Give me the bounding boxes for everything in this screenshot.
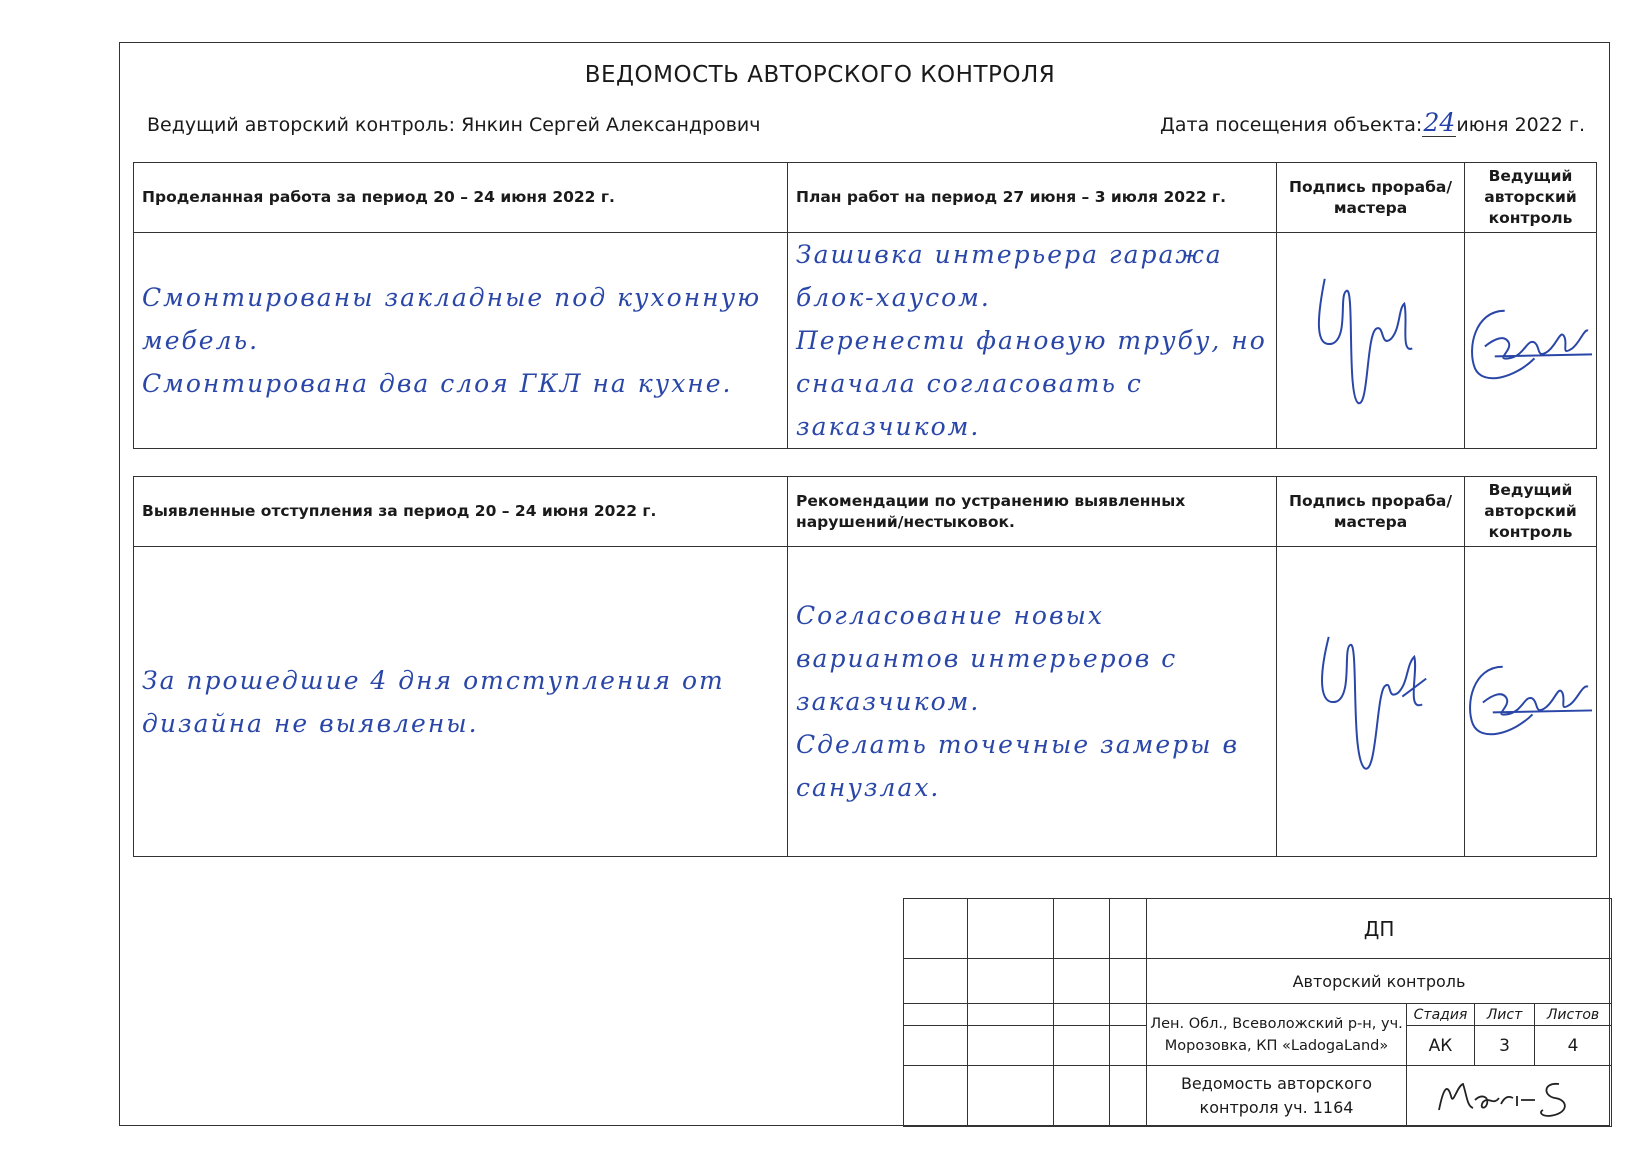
work-done-header: Проделанная работа за период 20 – 24 июня 2022 г. [134,163,788,233]
visit-date-day: 24 [1423,108,1456,137]
recommendations-header: Рекомендации по устранению выявленных нарушений/нестыковок. [788,477,1277,547]
foreman-signature-cell-2 [1277,547,1465,857]
deviations-table [133,476,1597,857]
author-signature [1409,1066,1609,1122]
foreman-signature-header: Подпись прораба/мастера [1277,163,1465,233]
deviations-cell [134,547,788,857]
deviations-table-body-row [134,547,1597,857]
title-block [903,898,1611,1126]
work-table-body-row [134,233,1597,449]
sheets-value: 4 [1535,1026,1612,1066]
foreman-signature-2 [1277,547,1464,856]
lead-controller-label: Ведущий авторский контроль: [147,114,456,136]
title-block-code: ДП [1147,899,1612,959]
sheets-label: Листов [1535,1004,1612,1026]
visit-date-label: Дата посещения объекта: [1160,114,1423,136]
work-plan-text: Зашивка интерьера гаража блок-хаусом. Перенести фановую трубу, но сначала согласовать с заказчиком. [796,240,1267,441]
deviations-header: Выявленные отступления за период 20 – 24 июня 2022 г. [134,477,788,547]
stage-label: Стадия [1407,1004,1475,1026]
sheet-label: Лист [1475,1004,1535,1026]
lead-controller-line [147,114,760,136]
work-plan-cell [788,233,1277,449]
page-title: ВЕДОМОСТЬ АВТОРСКОГО КОНТРОЛЯ [584,62,1056,88]
deviations-table-header-row [134,477,1597,547]
work-done-cell [134,233,788,449]
title-block-section: Авторский контроль [1147,959,1612,1004]
sheet-value: 3 [1475,1026,1535,1066]
recommendations-cell [788,547,1277,857]
recommendations-text: Согласование новых вариантов интерьеров с заказчиком. Сделать точечные замеры в санузлах. [796,601,1240,802]
lead-control-header-2: Ведущий авторский контроль [1465,477,1597,547]
lead-control-signature-cell [1465,233,1597,449]
foreman-signature-cell [1277,233,1465,449]
work-table-header-row [134,163,1597,233]
stage-value: АК [1407,1026,1475,1066]
author-signature-cell [1407,1066,1612,1127]
deviations-text: За прошедшие 4 дня отступления от дизайна не выявлены. [142,665,735,738]
work-done-text: Смонтированы закладные под кухонную мебель. Смонтирована два слоя ГКЛ на кухне. [142,283,762,398]
title-block-document-name: Ведомость авторского контроля уч. 1164 [1147,1066,1407,1127]
lead-control-signature-2 [1465,547,1596,856]
lead-control-signature-cell-2 [1465,547,1597,857]
lead-control-signature [1465,233,1596,448]
foreman-signature [1277,233,1464,448]
work-plan-header: План работ на период 27 июня – 3 июля 2022 г. [788,163,1277,233]
lead-controller-name: Янкин Сергей Александрович [461,114,761,136]
lead-control-header: Ведущий авторский контроль [1465,163,1597,233]
foreman-signature-header-2: Подпись прораба/мастера [1277,477,1465,547]
visit-date-line [1160,110,1585,137]
work-table [133,162,1597,449]
title-block-address: Лен. Обл., Всеволожский р-н, уч. Морозовка, КП «LadogaLand» [1147,1004,1407,1066]
visit-date-rest: июня 2022 г. [1456,114,1585,136]
